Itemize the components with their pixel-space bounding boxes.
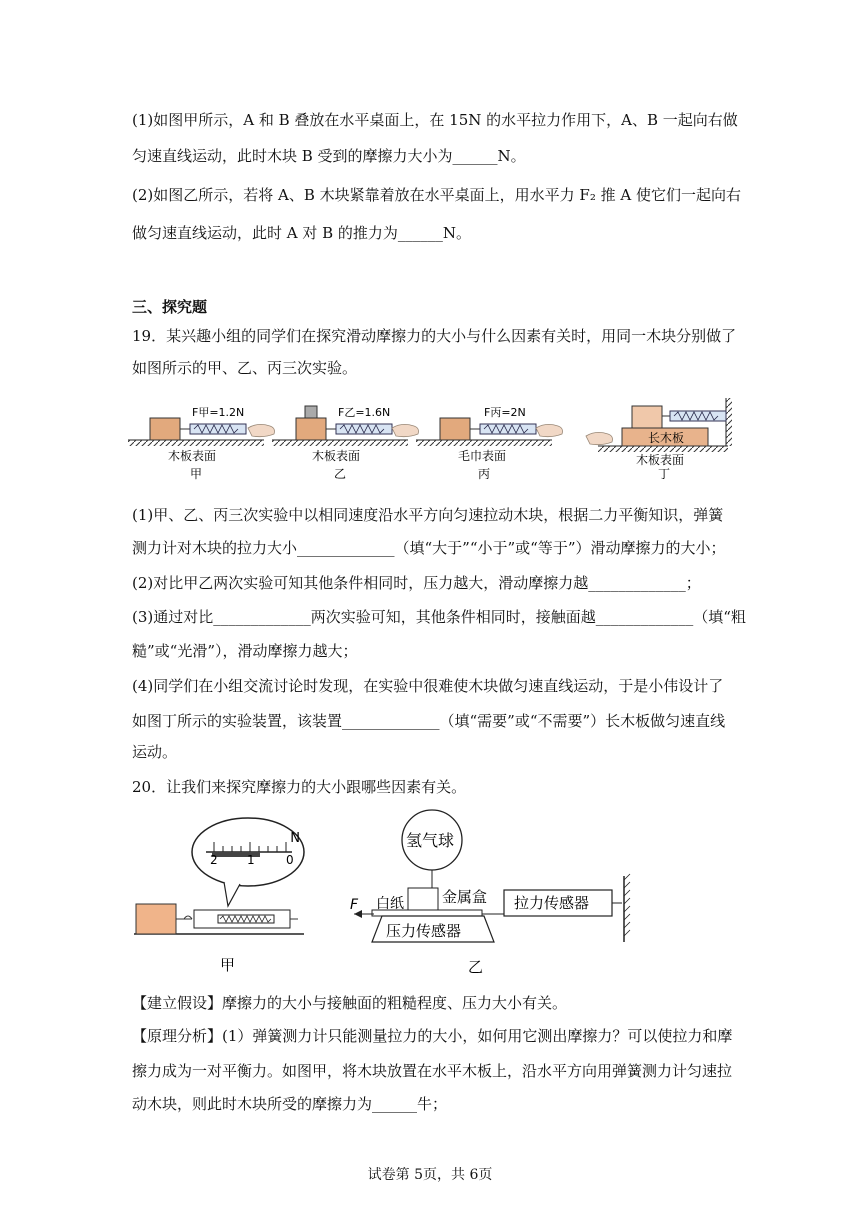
q18-part1-line1: (1)如图甲所示，A 和 B 叠放在水平桌面上，在 15N 的水平拉力作用下，A、B 一起向右做 xyxy=(132,111,738,129)
metal-box-label: 金属盒 xyxy=(442,888,488,906)
white-paper-label: 白纸 xyxy=(376,896,404,912)
force-label-bing: F丙=2N xyxy=(484,406,526,419)
scale-tick-0: 0 xyxy=(286,853,294,867)
q20-principle-line1: 【原理分析】(1）弹簧测力计只能测量拉力的大小，如何用它测出摩擦力？可以使拉力和摩 xyxy=(132,1027,733,1045)
q18-part2-line1: (2)如图乙所示，若将 A、B 木块紧靠着放在水平桌面上，用水平力 F₂ 推 A 使它们一起向右 xyxy=(132,186,741,204)
q19-a3-line1: (3)通过对比_____________两次实验可知，其他条件相同时，接触面越_____________（填“粗 xyxy=(132,608,746,626)
fig-label-jia-2: 甲 xyxy=(220,956,236,974)
q19-figure xyxy=(128,394,738,490)
surface-label-yi: 木板表面 xyxy=(312,449,361,463)
board-label: 长木板 xyxy=(648,431,685,445)
force-label-jia: F甲=1.2N xyxy=(192,406,245,419)
q20-principle-line2: 擦力成为一对平衡力。如图甲，将木块放置在水平木板上，沿水平方向用弹簧测力计匀速拉 xyxy=(132,1062,733,1080)
fig-label-yi: 乙 xyxy=(334,467,347,481)
q20-principle-line3: 动木块，则此时木块所受的摩擦力为______牛； xyxy=(132,1095,448,1113)
surface-label-jia: 木板表面 xyxy=(168,449,217,463)
q20-stem: 20．让我们来探究摩擦力的大小跟哪些因素有关。 xyxy=(132,778,467,796)
q19-a3-line2: 糙”或“光滑”），滑动摩擦力越大； xyxy=(132,642,358,660)
surface-label-ding: 木板表面 xyxy=(636,453,685,467)
q20-hypothesis: 【建立假设】摩擦力的大小与接触面的粗糙程度、压力大小有关。 xyxy=(132,994,568,1012)
tension-sensor-label: 拉力传感器 xyxy=(514,894,590,912)
scale-tick-2: 2 xyxy=(210,853,218,867)
fig-label-jia: 甲 xyxy=(190,467,203,481)
q19-a4-line1: (4)同学们在小组交流讨论时发现，在实验中很难使木块做匀速直线运动，于是小伟设计了 xyxy=(132,677,724,695)
surface-label-bing: 毛巾表面 xyxy=(458,449,507,463)
force-f-label: F xyxy=(350,897,359,913)
q20-figure xyxy=(128,806,638,982)
force-label-yi: F乙=1.6N xyxy=(338,406,391,419)
scale-tick-1: 1 xyxy=(247,853,255,867)
q19-a2: (2)对比甲乙两次实验可知其他条件相同时，压力越大，滑动摩擦力越_____________； xyxy=(132,574,701,592)
q18-part2-line2: 做匀速直线运动，此时 A 对 B 的推力为______N。 xyxy=(132,224,472,242)
q18-part1-line2: 匀速直线运动，此时木块 B 受到的摩擦力大小为______N。 xyxy=(132,147,526,165)
fig-label-ding: 丁 xyxy=(658,467,671,481)
scale-unit-n: N xyxy=(290,828,300,843)
pressure-sensor-label: 压力传感器 xyxy=(386,922,462,940)
page-footer: 试卷第 5页，共 6页 xyxy=(367,1167,493,1183)
fig-label-yi-2: 乙 xyxy=(468,958,484,976)
balloon-label: 氢气球 xyxy=(406,831,455,850)
q19-stem-line2: 如图所示的甲、乙、丙三次实验。 xyxy=(132,359,358,377)
q19-a4-line2: 如图丁所示的实验装置，该装置_____________（填“需要”或“不需要”）长木板做匀速直线 xyxy=(132,712,726,730)
q19-a1-line1: (1)甲、乙、丙三次实验中以相同速度沿水平方向匀速拉动木块，根据二力平衡知识，弹簧 xyxy=(132,506,724,524)
q19-a4-line3: 运动。 xyxy=(132,743,178,761)
fig-label-bing: 丙 xyxy=(478,467,491,481)
section-heading: 三、探究题 xyxy=(132,298,208,316)
q19-a1-line2: 测力计对木块的拉力大小_____________（填“大于”“小于”或“等于”）滑动摩擦力的大小； xyxy=(132,539,726,557)
q19-stem-line1: 19．某兴趣小组的同学们在探究滑动摩擦力的大小与什么因素有关时，用同一木块分别做了 xyxy=(132,327,737,345)
